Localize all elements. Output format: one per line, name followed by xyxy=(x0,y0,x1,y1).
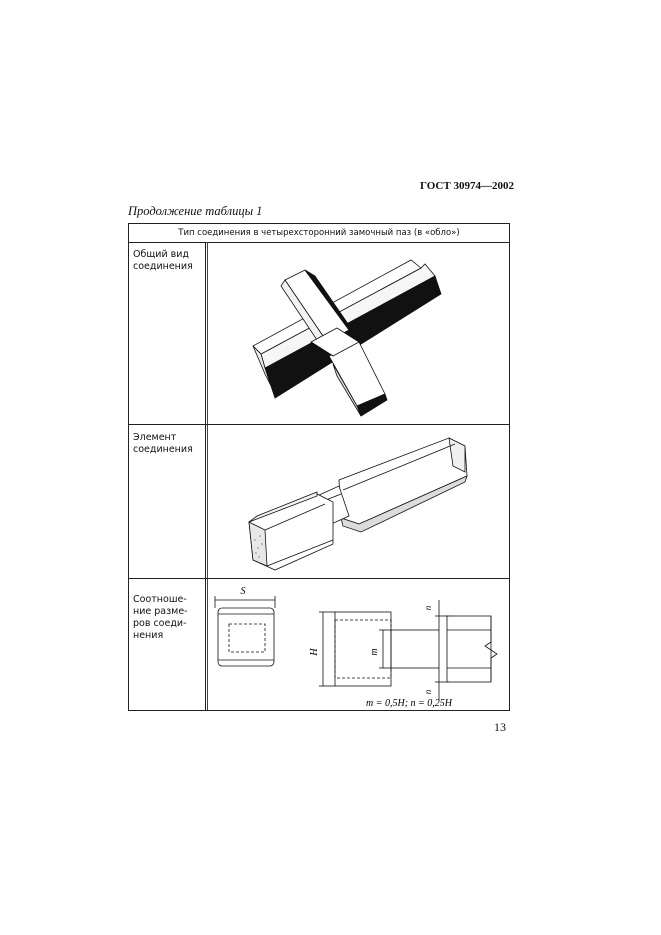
joint-table xyxy=(128,223,510,711)
dim-label-m: m xyxy=(369,648,380,656)
label-line: ров соеди- xyxy=(133,618,187,629)
row-divider xyxy=(129,578,509,579)
joint-element-figure xyxy=(209,432,507,576)
dim-label-s: S xyxy=(240,586,246,597)
table-header: Тип соединения в четырехсторонний замочный паз (в «обло») xyxy=(129,224,509,243)
label-line: Элемент xyxy=(133,432,177,443)
row-label-dimensions xyxy=(133,594,203,642)
cross-joint-figure xyxy=(209,246,507,422)
row-label-element xyxy=(133,432,203,456)
row-label-general-view xyxy=(133,249,203,273)
dimension-drawing xyxy=(209,582,507,708)
dim-label-h: H xyxy=(309,648,320,656)
label-line: Общий вид xyxy=(133,249,189,260)
label-line: Соотноше- xyxy=(133,594,187,605)
dim-label-n-top: n xyxy=(423,605,433,611)
column-divider-inner xyxy=(207,242,208,710)
document-code: ГОСТ 30974—2002 xyxy=(420,180,514,192)
page-number: 13 xyxy=(494,720,506,734)
label-line: ние разме- xyxy=(133,606,188,617)
column-divider xyxy=(205,242,206,710)
table-caption: Продолжение таблицы 1 xyxy=(128,204,263,218)
row-divider xyxy=(129,424,509,425)
label-line: нения xyxy=(133,630,164,641)
label-line: соединения xyxy=(133,444,193,455)
label-line: соединения xyxy=(133,261,193,272)
dim-label-n-bottom: n xyxy=(423,689,433,695)
dimension-formula: m = 0,5H; n = 0,25H xyxy=(366,698,452,708)
